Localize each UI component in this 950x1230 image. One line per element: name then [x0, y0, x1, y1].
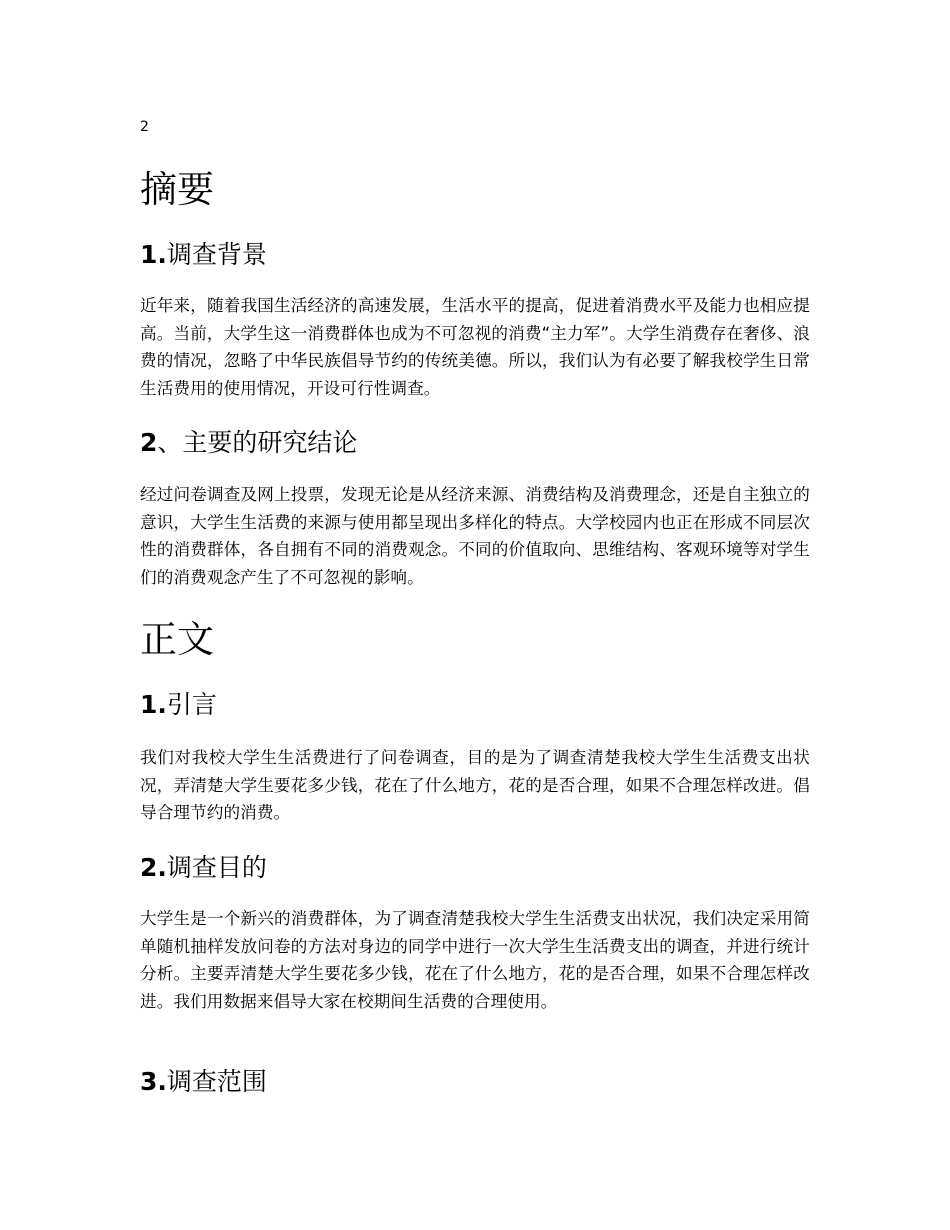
heading-number: 3.	[140, 1067, 167, 1096]
heading-number: 2.	[140, 853, 167, 882]
heading-text: 调查目的	[166, 853, 267, 882]
paragraph-survey-background: 近年来，随着我国生活经济的高速发展，生活水平的提高，促进着消费水平及能力也相应提高。当前，大学生这一消费群体也成为不可忽视的消费“主力军”。大学生消费存在奢侈、浪费的情况，忽略了中华民族倡导节约的传统美德。所以，我们认为有必要了解我校学生日常生活费用的使用情况，开设可行性调查。	[140, 296, 810, 398]
page-number: 2	[140, 119, 149, 135]
heading-text: 调查背景	[166, 240, 267, 269]
heading-text: 、主要的研究结论	[157, 428, 358, 457]
heading-survey-scope	[140, 1067, 267, 1097]
body-title: 正文	[140, 618, 214, 661]
paragraph-survey-purpose: 大学生是一个新兴的消费群体，为了调查清楚我校大学生生活费支出状况，我们决定采用简单随机抽样发放问卷的方法对身边的同学中进行一次大学生生活费支出的调查，并进行统计分析。主要弄清楚大学生要花多少钱，花在了什么地方，花的是否合理，如果不合理怎样改进。我们用数据来倡导大家在校期间生活费的合理使用。	[140, 909, 810, 1011]
heading-number: 1.	[140, 690, 167, 719]
heading-survey-purpose	[140, 853, 267, 883]
heading-introduction	[140, 690, 217, 720]
paragraph-introduction: 我们对我校大学生生活费进行了问卷调查，目的是为了调查清楚我校大学生生活费支出状况，弄清楚大学生要花多少钱，花在了什么地方，花的是否合理，如果不合理怎样改进。倡导合理节约的消费。	[140, 748, 810, 822]
heading-survey-background	[140, 240, 267, 270]
heading-text: 调查范围	[166, 1067, 267, 1096]
paragraph-main-conclusions: 经过问卷调查及网上投票，发现无论是从经济来源、消费结构及消费理念，还是自主独立的意识，大学生生活费的来源与使用都呈现出多样化的特点。大学校园内也正在形成不同层次性的消费群体，各自拥有不同的消费观念。不同的价值取向、思维结构、客观环境等对学生们的消费观念产生了不可忽视的影响。	[140, 485, 810, 587]
heading-text: 引言	[166, 690, 217, 719]
heading-main-conclusions	[140, 428, 357, 458]
heading-number: 1.	[140, 240, 167, 269]
heading-number: 2	[140, 428, 158, 457]
abstract-title: 摘要	[140, 168, 214, 211]
